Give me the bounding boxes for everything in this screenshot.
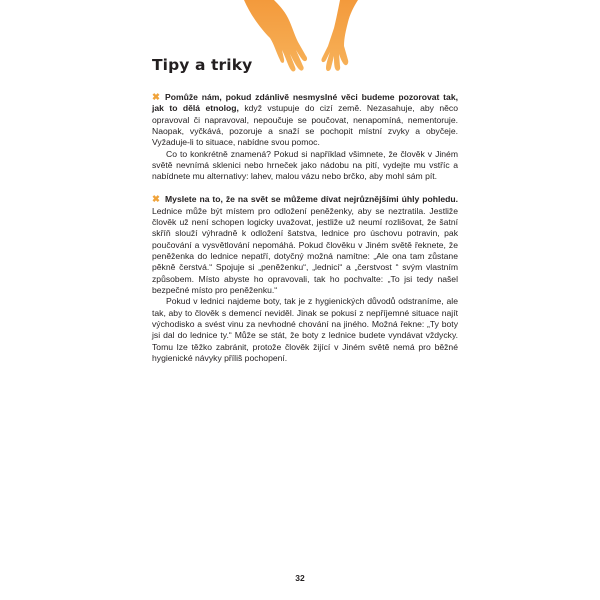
tip-2-paragraph-2: Pokud v lednici najdeme boty, tak je z hygienických důvodů odstraníme, ale tak, aby to člověk s demencí neviděl. Jinak se pokusí z nepříjemné situace najít východisko a svést vinu za nevhodné chování na jiného. Možná řekne: „Ty boty jsi dal do lednice ty.“ Může se stát, že boty z lednice budete vyndávat vždycky. Tomu lze těžko zabránit, protože člověk žijící v Jiném světě nemá pro běžné hygienické návyky příliš pochopení. [152,296,458,364]
tip-1 [152,92,458,149]
tip-1-text: když vstupuje do cizí země. Nezasahuje, aby něco opravoval či napravoval, nepoučuje se poučovat, nenapomíná, nementoruje. Naopak, vyčkává, pozoruje a snaží se pochopit místní zvyky a obyčeje. Vyžaduje-li to situace, nabídne svou pomoc. [152,103,458,148]
tip-2 [152,194,458,296]
right-hand [321,0,358,71]
orange-x-icon: ✖ [152,92,160,103]
hands-illustration [236,0,364,74]
tip-1-lead: Pomůže nám, pokud zdánlivě nesmyslné věci budeme pozorovat tak, jak to dělá etnolog, [152,92,458,114]
tip-1-paragraph-2: Co to konkrétně znamená? Pokud si například všimnete, že člověk v Jiném světě nevnímá sklenici nebo hrneček jako nádobu na pití, vydejte mu vstříc a nabídnete mu alternativy: lahev, malou vázu nebo brčko, aby mohl sám pít. [152,148,458,182]
tips-body [152,92,458,364]
tip-2-lead: Myslete na to, že na svět se můžeme dívat nejrůznějšími úhly pohledu. [165,194,458,205]
page-title: Tipy a triky [152,56,253,74]
page-number: 32 [295,573,305,583]
tip-2-text: Lednice může být místem pro odložení peněženky, aby se neztratila. Jestliže člověk už není schopen logicky uvažovat, jestliže už neumí rozlišovat, že šatní skříň slouží výhradně k odložení šatstva, lednice pro úschovu potravin, pak poučování a vysvětlování nepomáhá. Pokud člověku v Jiném světě řeknete, že peněženka do lednice nepatří, dotyčný možná namítne: „Ale ona tam zůstane pěkně čerstvá.“ Spojuje si „peněženku“, „lednici“ a „čerstvost “ svým vlastním způsobem. Místo abyste ho opravovali, tak ho pochvalte: „To jsi tedy našel bezpečné místo pro peněženku.“ [152,205,458,295]
left-hand [244,0,307,71]
orange-x-icon: ✖ [152,194,160,206]
